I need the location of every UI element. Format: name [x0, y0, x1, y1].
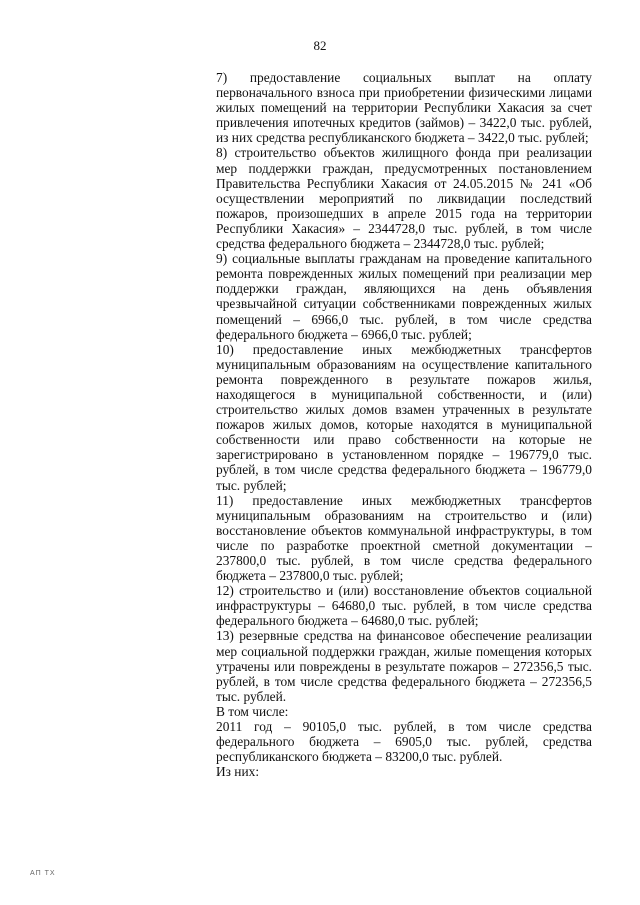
- document-body: [216, 70, 592, 779]
- paragraph-of-which: Из них:: [216, 764, 260, 780]
- paragraph-including: В том числе:: [216, 703, 289, 719]
- paragraph-item-8: 8) строительство объектов жилищного фонда при реализации мер поддержки граждан, предусмотренных постановлением Правительства Республики Хакасия от 24.05.2015 № 241 «Об осуществлении мероприятий по ликвидации последствий пожаров, произошедших в апреле 2015 года на территории Республики Хакасия» – 2344728,0 тыс. рублей, в том числе средства федерального бюджета – 2344728,0 тыс. рублей;: [216, 145, 592, 252]
- paragraph-item-11: 11) предоставление иных межбюджетных трансфертов муниципальным образованиям на строительство и (или) восстановление объектов коммунальной инфраструктуры, в том числе по разработке проектной сметной документации – 237800,0 тыс. рублей, в том числе средства федерального бюджета – 237800,0 тыс. рублей;: [216, 492, 592, 584]
- paragraph-item-12: 12) строительство и (или) восстановление объектов социальной инфраструктуры – 64680,0 тыс. рублей, в том числе средства федерального бюджета – 64680,0 тыс. рублей;: [216, 583, 592, 629]
- paragraph-year-2011: 2011 год – 90105,0 тыс. рублей, в том числе средства федерального бюджета – 6905,0 тыс. рублей, средства республиканского бюджета – 83200,0 тыс. рублей.: [216, 719, 592, 765]
- page-number: 82: [313, 38, 327, 53]
- footer-stamp: АП ТХ: [30, 870, 56, 877]
- paragraph-item-13: 13) резервные средства на финансовое обеспечение реализации мер социальной поддержки граждан, жилые помещения которых утрачены или повреждены в результате пожаров – 272356,5 тыс. рублей, в том числе средства федерального бюджета – 272356,5 тыс. рублей.: [216, 628, 592, 704]
- paragraph-item-7: 7) предоставление социальных выплат на оплату первоначального взноса при приобретении физическими лицами жилых помещений на территории Республики Хакасия за счет привлечения ипотечных кредитов (займов) – 3422,0 тыс. рублей, из них средства республиканского бюджета – 3422,0 тыс. рублей;: [216, 70, 592, 146]
- paragraph-item-9: 9) социальные выплаты гражданам на проведение капитального ремонта поврежденных жилых помещений при реализации мер поддержки граждан, являющихся на день объявления чрезвычайной ситуации собственниками поврежденных жилых помещений – 6966,0 тыс. рублей, в том числе средства федерального бюджета – 6966,0 тыс. рублей;: [216, 251, 592, 342]
- paragraph-item-10: 10) предоставление иных межбюджетных трансфертов муниципальным образованиям на осуществление капитального ремонта поврежденного в результате пожаров жилья, находящегося в муниципальной собственности, и (или) строительство жилых домов взамен утраченных в результате пожаров жилых домов, которые находятся в муниципальной собственности или право собственности на которые не зарегистрировано в установленном порядке – 196779,0 тыс. рублей, в том числе средства федерального бюджета – 196779,0 тыс. рублей;: [216, 341, 592, 493]
